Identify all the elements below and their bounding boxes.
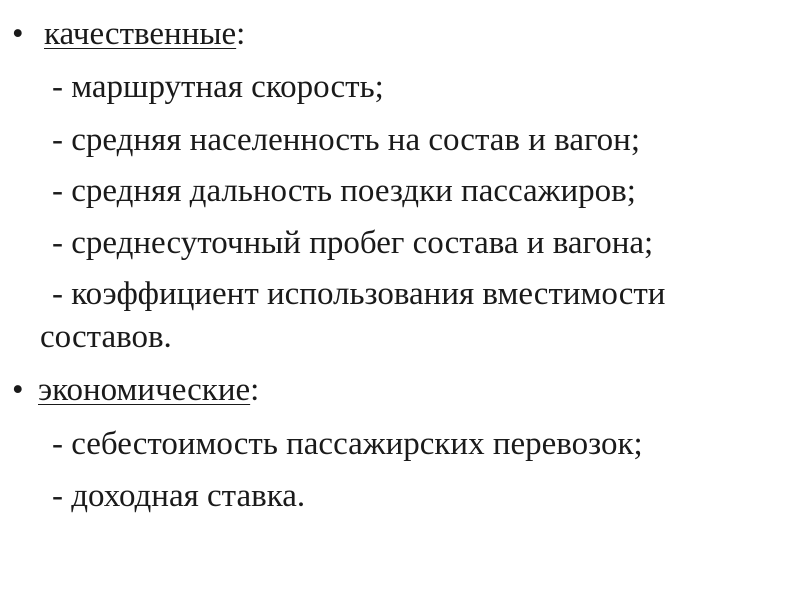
heading-suffix: : [250, 372, 260, 408]
heading-suffix: : [236, 16, 246, 52]
list-item: - коэффициент использования вместимости [52, 276, 666, 312]
heading-qualitative: качественные [44, 16, 237, 52]
heading-economic: экономические [38, 372, 251, 408]
list-item: - среднесуточный пробег состава и вагона; [52, 225, 654, 261]
list-item: - маршрутная скорость; [52, 69, 384, 105]
list-item: - доходная ставка. [52, 478, 306, 514]
list-item: - себестоимость пассажирских перевозок; [52, 426, 643, 462]
bullet-icon: • [12, 372, 24, 408]
section-qualitative-heading [12, 14, 245, 54]
bullet-icon: • [12, 16, 24, 52]
list-item: - средняя дальность поездки пассажиров; [52, 173, 636, 209]
list-item-continuation: составов. [40, 319, 172, 355]
list-item: - средняя населенность на состав и вагон; [52, 122, 641, 158]
section-economic-heading [12, 370, 259, 410]
